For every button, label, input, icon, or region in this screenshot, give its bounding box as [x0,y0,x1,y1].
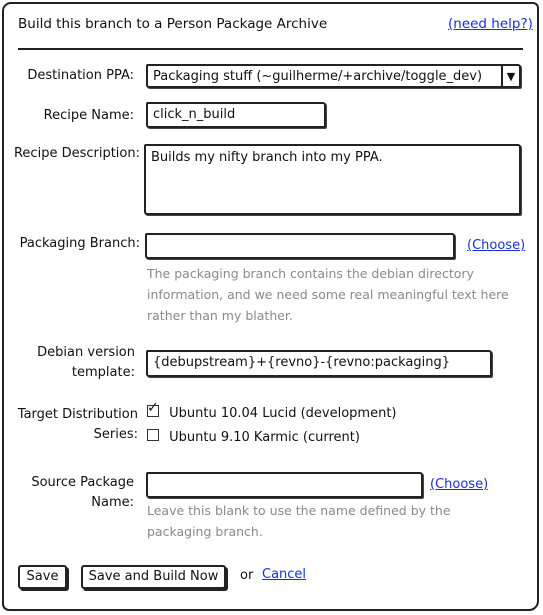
source-package-input[interactable] [146,472,423,498]
save-and-build-button[interactable]: Save and Build Now [81,565,226,589]
lucid-option-label: Ubuntu 10.04 Lucid (development) [169,406,397,421]
cancel-link[interactable]: Cancel [262,567,307,582]
series-option-karmic[interactable] [147,429,360,446]
target-series-label-line2: Series: [93,427,138,442]
source-package-hint: Leave this blank to use the name defined by the packaging branch. [147,503,451,539]
packaging-branch-input[interactable] [145,233,455,259]
source-package-label-line1: Source Package [31,475,134,490]
packaging-branch-choose-link[interactable]: (Choose) [467,238,526,253]
packaging-branch-label: Packaging Branch: [19,236,140,251]
save-button[interactable]: Save [18,565,67,589]
destination-ppa-selected-value: Packaging stuff (~guilherme/+archive/toggle_dev) [153,69,483,84]
source-package-choose-link[interactable]: (Choose) [430,477,489,492]
destination-ppa-label: Destination PPA: [27,68,134,83]
packaging-branch-hint: The packaging branch contains the debian directory information, and we need some real meaningful text here rather than my blather. [147,266,509,323]
lucid-checkbox[interactable] [147,400,159,417]
recipe-name-label: Recipe Name: [43,108,134,123]
karmic-checkbox[interactable] [147,429,159,441]
help-link[interactable]: (need help?) [448,16,533,32]
dialog-title: Build this branch to a Person Package Archive [18,16,328,32]
recipe-description-label: Recipe Description: [13,146,140,161]
or-text: or [240,568,254,583]
destination-ppa-select[interactable] [146,64,521,88]
recipe-description-textarea[interactable] [144,144,521,215]
debian-version-label-line1: Debian version [37,345,135,360]
title-divider [18,48,523,50]
recipe-name-value: click_n_build [153,107,236,122]
source-package-label-line2: Name: [91,495,134,510]
debian-version-input[interactable] [146,350,492,377]
target-series-label-line1: Target Distribution [17,407,138,422]
checkmark-icon: ✓ [147,400,159,416]
recipe-name-input[interactable] [146,102,326,128]
series-option-lucid[interactable] [147,400,397,422]
debian-version-value: {debupstream}+{revno}-{revno:packaging} [153,355,451,370]
debian-version-label-line2: template: [71,365,135,380]
chevron-down-icon[interactable]: ▼ [501,66,519,86]
karmic-option-label: Ubuntu 9.10 Karmic (current) [169,430,360,445]
recipe-description-value: Builds my nifty branch into my PPA. [151,150,383,165]
